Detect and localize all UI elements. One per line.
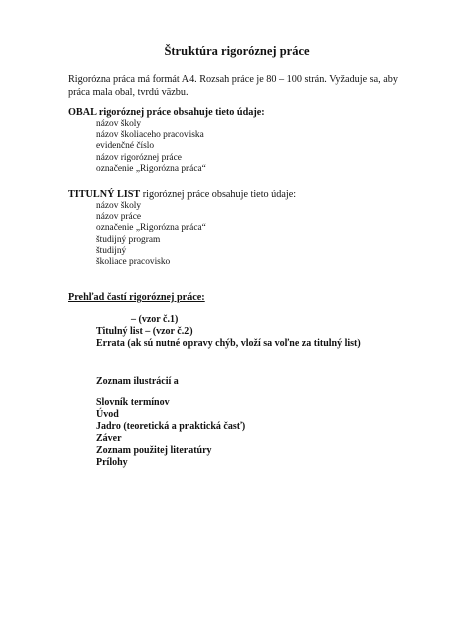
document-title: Štruktúra rigoróznej práce [164, 44, 310, 58]
overview-line: Errata (ak sú nutné opravy chýb, vloží sa voľne za titulný list) [96, 338, 361, 349]
list-item: označenie „Rigorózna práca“ [96, 163, 206, 174]
overview-heading: Prehľad častí rigoróznej práce: [68, 292, 205, 303]
overview-line: Zoznam ilustrácií a [96, 376, 179, 387]
title-page-heading-rest: rigoróznej práce obsahuje tieto údaje: [140, 189, 297, 200]
title-page-heading [68, 188, 296, 201]
list-item: študijný program [96, 234, 161, 245]
title-page-list [96, 201, 206, 268]
overview-line: Úvod [96, 409, 119, 420]
list-item: názov rigoróznej práce [96, 152, 182, 163]
overview-line: Titulný list – (vzor č.2) [96, 326, 193, 337]
overview-line: Prílohy [96, 457, 128, 468]
list-item: názov práce [96, 212, 142, 223]
list-item: školiace pracovisko [96, 257, 171, 268]
overview-line: Záver [96, 433, 122, 444]
list-item: názov školy [96, 119, 142, 129]
list-item: evidenčné číslo [96, 141, 155, 152]
overview-line: Zoznam použitej literatúry [96, 445, 212, 456]
title-page-heading-bold: TITULNÝ LIST [68, 189, 141, 200]
list-item: označenie „Rigorózna práca“ [96, 223, 206, 234]
list-item: názov školiaceho pracoviska [96, 130, 204, 141]
overview-line: – (vzor č.1) [131, 314, 179, 325]
cover-list [96, 119, 206, 175]
overview-line: Jadro (teoretická a praktická časť) [96, 421, 246, 432]
list-item: študijný [96, 245, 127, 256]
list-item: názov školy [96, 201, 142, 211]
overview-line: Slovník termínov [96, 397, 170, 408]
intro-paragraph: Rigorózna práca má formát A4. Rozsah práce je 80 – 100 strán. Vyžaduje sa, aby práca mala obal, tvrdú väzbu. [68, 74, 398, 98]
cover-heading: OBAL rigoróznej práce obsahuje tieto údaje: [68, 107, 265, 118]
